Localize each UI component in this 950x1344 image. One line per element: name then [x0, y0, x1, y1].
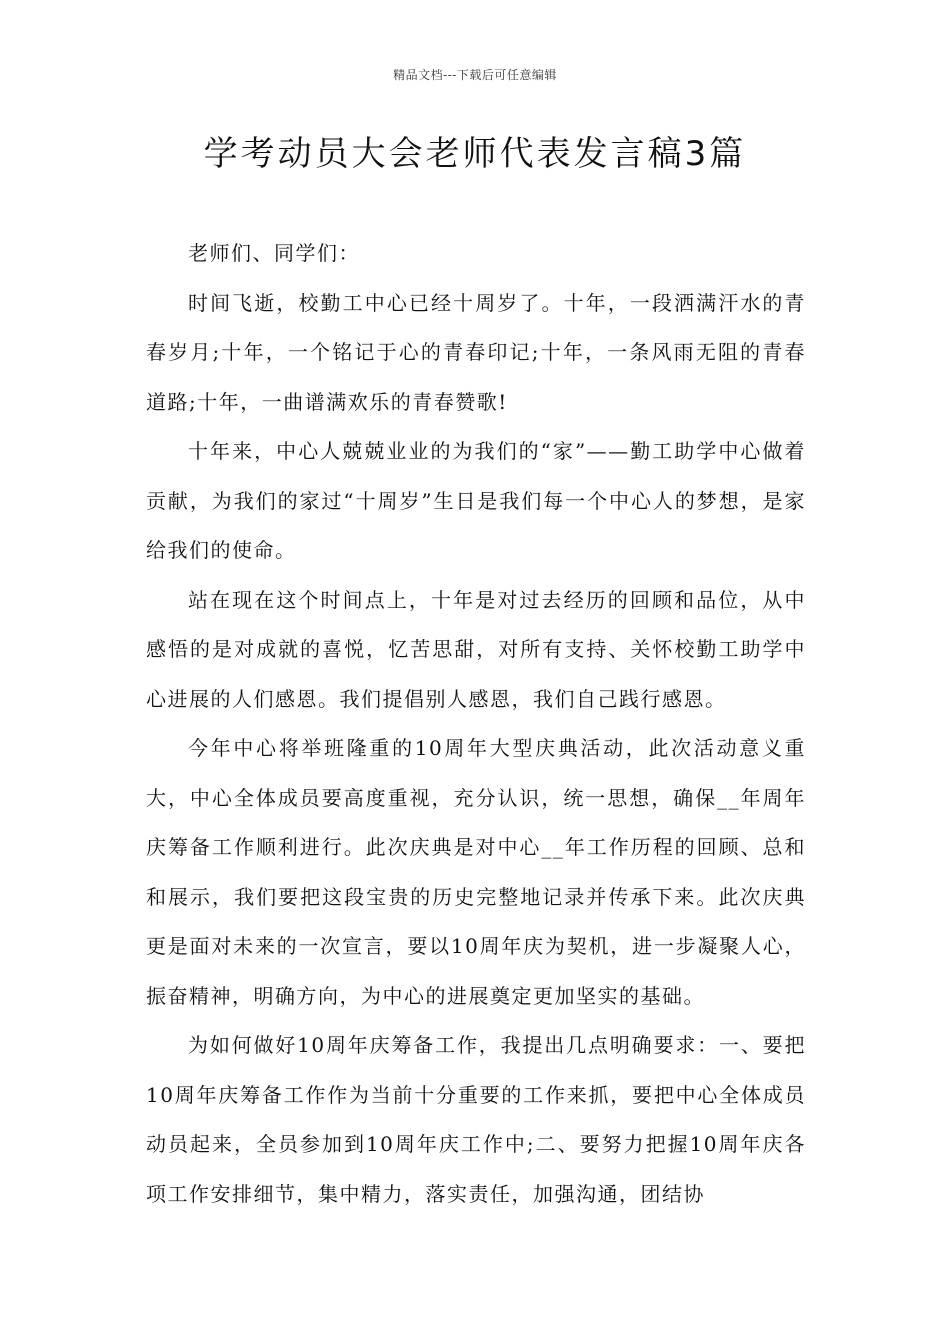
paragraph: 今年中心将举班隆重的10周年大型庆典活动，此次活动意义重大，中心全体成员要高度重视，充分认识，统一思想，确保__年周年庆筹备工作顺利进行。此次庆典是对中心__年工作历程的回顾、总和和展示，我们要把这段宝贵的历史完整地记录并传承下来。此次庆典更是面对未来的一次宣言，要以10周年庆为契机，进一步凝聚人心，振奋精神，明确方向，为中心的进展奠定更加坚实的基础。 — [146, 736, 806, 1008]
paragraph: 十年来，中心人兢兢业业的为我们的“家”——勤工助学中心做着贡献，为我们的家过“十周岁”生日是我们每一个中心人的梦想，是家给我们的使命。 — [146, 439, 806, 562]
paragraph: 站在现在这个时间点上，十年是对过去经历的回顾和品位，从中感悟的是对成就的喜悦，忆苦思甜，对所有支持、关怀校勤工助学中心进展的人们感恩。我们提倡别人感恩，我们自己践行感恩。 — [146, 587, 806, 711]
header-note: 精品文档---下载后可任意编辑 — [393, 68, 557, 82]
document-title: 学考动员大会老师代表发言稿3篇 — [203, 134, 747, 174]
paragraph: 时间飞逝，校勤工中心已经十周岁了。十年，一段洒满汗水的青春岁月;十年，一个铭记于心的青春印记;十年，一条风雨无阻的青春道路;十年，一曲谱满欢乐的青春赞歌! — [146, 290, 806, 414]
document-body — [146, 229, 806, 1219]
paragraph: 为如何做好10周年庆筹备工作，我提出几点明确要求：一、要把10周年庆筹备工作作为当前十分重要的工作来抓，要把中心全体成员动员起来，全员参加到10周年庆工作中;二、要努力把握10周年庆各项工作安排细节，集中精力，落实责任，加强沟通，团结协 — [146, 1033, 806, 1206]
greeting: 老师们、同学们： — [188, 241, 360, 265]
